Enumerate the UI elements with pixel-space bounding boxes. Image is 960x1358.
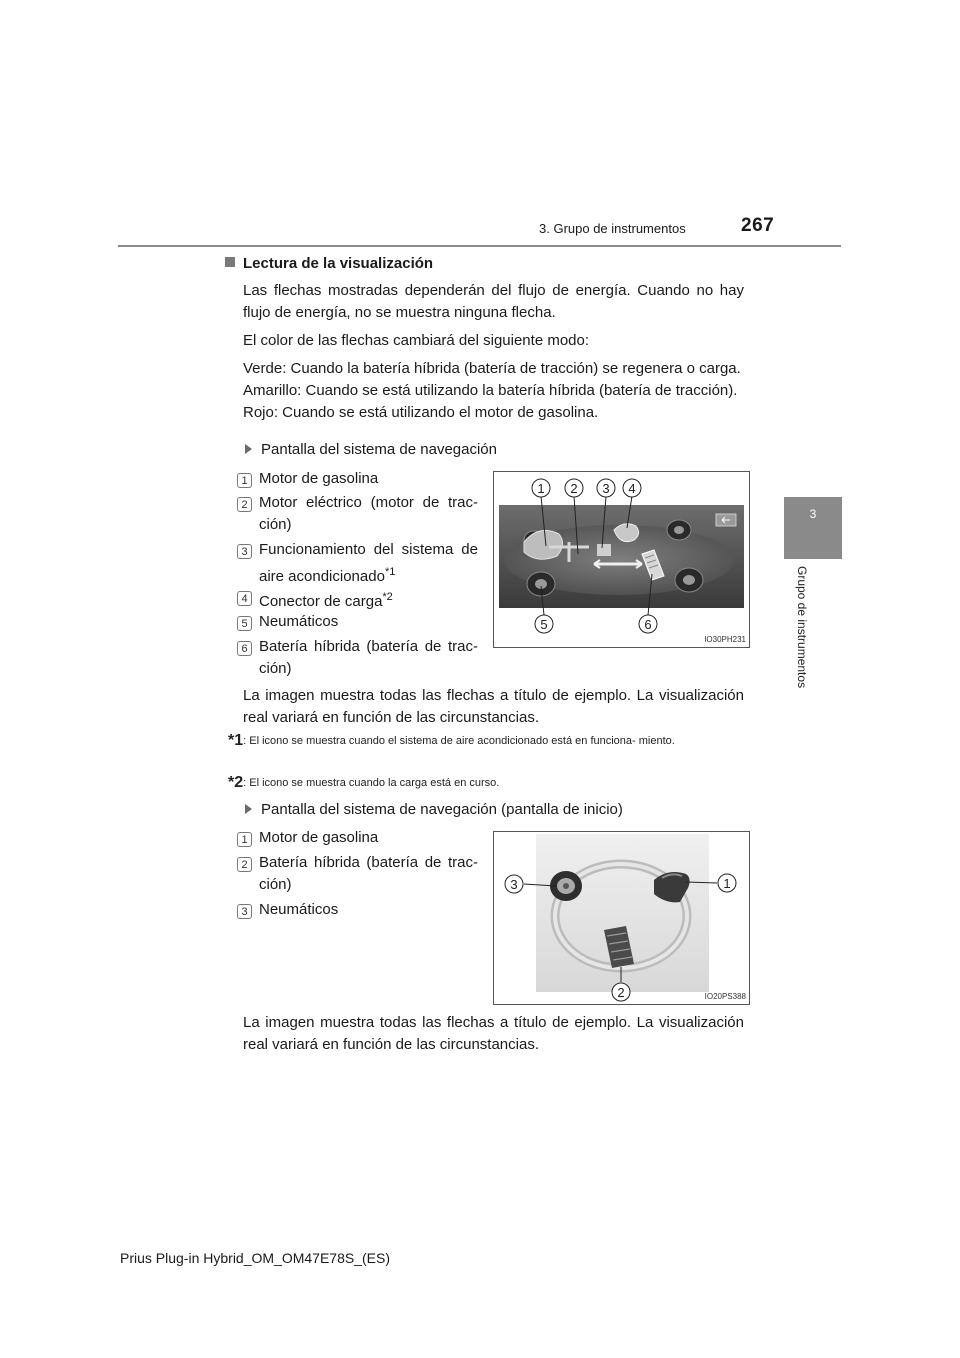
nav-screen-figure: [493, 471, 750, 648]
nav-screen-subheading-text: Pantalla del sistema de navegación: [261, 441, 497, 458]
intro-block: [243, 280, 744, 424]
home-screen-figure: [493, 831, 750, 1005]
running-header-title: 3. Grupo de instrumentos: [539, 221, 686, 236]
intro-paragraph-1: Las flechas mostradas dependerán del flujo de energía. Cuando no hay flujo de energía, no se muestra ninguna flecha.: [243, 282, 744, 321]
figure-callout: 1: [537, 481, 545, 496]
nav-item-1: Motor de gasolina: [259, 470, 379, 487]
nav-screen-note-text: La imagen muestra todas las flechas a título de ejemplo. La visualización real variará en función de las circunstancias.: [243, 687, 744, 726]
callout-number: 3: [237, 544, 252, 559]
nav-item-6: Batería híbrida (batería de trac- ción): [259, 638, 478, 677]
callout-number: 1: [237, 832, 252, 847]
figure-callout: 2: [617, 985, 625, 1000]
footnote-mark: *2: [382, 591, 393, 603]
callout-number: 6: [237, 641, 252, 656]
nav-item-3-text: Funcionamiento del sistema de aire acondicionado: [259, 541, 478, 585]
triangle-bullet-icon: [245, 804, 252, 814]
chapter-label-vertical: [795, 566, 809, 706]
figure-callout: 3: [602, 481, 610, 496]
page-number: 267: [741, 215, 775, 236]
hybrid-system-illustration: [494, 472, 749, 647]
callout-number: 2: [237, 857, 252, 872]
nav-item-4: [259, 586, 478, 613]
intro-paragraph-2: El color de las flechas cambiará del siguiente modo:: [243, 332, 590, 349]
figure-code: IO20PS388: [704, 992, 746, 1001]
triangle-bullet-icon: [245, 444, 252, 454]
color-yellow-line: Amarillo: Cuando se está utilizando la batería híbrida (batería de tracción).: [243, 382, 738, 399]
callout-number: 2: [237, 497, 252, 512]
home-item-3: Neumáticos: [259, 901, 339, 918]
footnote-1: [228, 733, 748, 749]
nav-item-2: Motor eléctrico (motor de trac- ción): [259, 494, 478, 533]
figure-callout: 3: [510, 877, 518, 892]
figure-callout: 6: [644, 617, 652, 632]
callout-number: 3: [237, 904, 252, 919]
home-screen-note: [243, 1012, 744, 1056]
nav-screen-subheading: [245, 441, 497, 458]
footnote-mark: *1: [384, 566, 396, 578]
footnote-mark: *1: [228, 732, 244, 749]
section-heading-text: Lectura de la visualización: [243, 255, 434, 272]
nav-item-4-text: Conector de carga: [259, 593, 383, 610]
home-screen-subheading-text: Pantalla del sistema de navegación (pantalla de inicio): [261, 801, 623, 818]
header-rule: [118, 245, 841, 247]
heading-square-icon: [225, 257, 235, 267]
footnote-2-text: : El icono se muestra cuando la carga está en curso.: [243, 777, 500, 789]
callout-number: 5: [237, 616, 252, 631]
nav-item-5: Neumáticos: [259, 613, 339, 630]
figure-callout: 5: [540, 617, 548, 632]
figure-callout: 2: [570, 481, 578, 496]
energy-flow-ring-illustration: [494, 832, 749, 1004]
home-screen-subheading: [245, 801, 623, 818]
figure-callout: 1: [723, 876, 731, 891]
nav-item-3: [259, 539, 478, 588]
footer-document-id: Prius Plug-in Hybrid_OM_OM47E78S_(ES): [120, 1250, 390, 1266]
footnote-1-text: : El icono se muestra cuando el sistema de aire acondicionado está en funciona- miento.: [243, 735, 675, 747]
chapter-number: 3: [809, 507, 817, 521]
home-item-2: Batería híbrida (batería de trac- ción): [259, 854, 478, 893]
nav-screen-note: [243, 685, 744, 729]
color-green-line: Verde: Cuando la batería híbrida (batería de tracción) se regenera o carga.: [243, 360, 741, 377]
home-item-1: Motor de gasolina: [259, 829, 379, 846]
chapter-label: Grupo de instrumentos: [795, 566, 809, 689]
callout-number: 1: [237, 473, 252, 488]
section-heading: [225, 255, 433, 272]
home-screen-note-text: La imagen muestra todas las flechas a título de ejemplo. La visualización real variará en función de las circunstancias.: [243, 1014, 744, 1053]
figure-callout: 4: [628, 481, 636, 496]
chapter-tab: [784, 497, 842, 559]
footnote-mark: *2: [228, 774, 244, 791]
figure-code: IO30PH231: [704, 635, 746, 644]
footnote-2: [228, 775, 748, 791]
color-red-line: Rojo: Cuando se está utilizando el motor de gasolina.: [243, 404, 599, 421]
callout-number: 4: [237, 591, 252, 606]
